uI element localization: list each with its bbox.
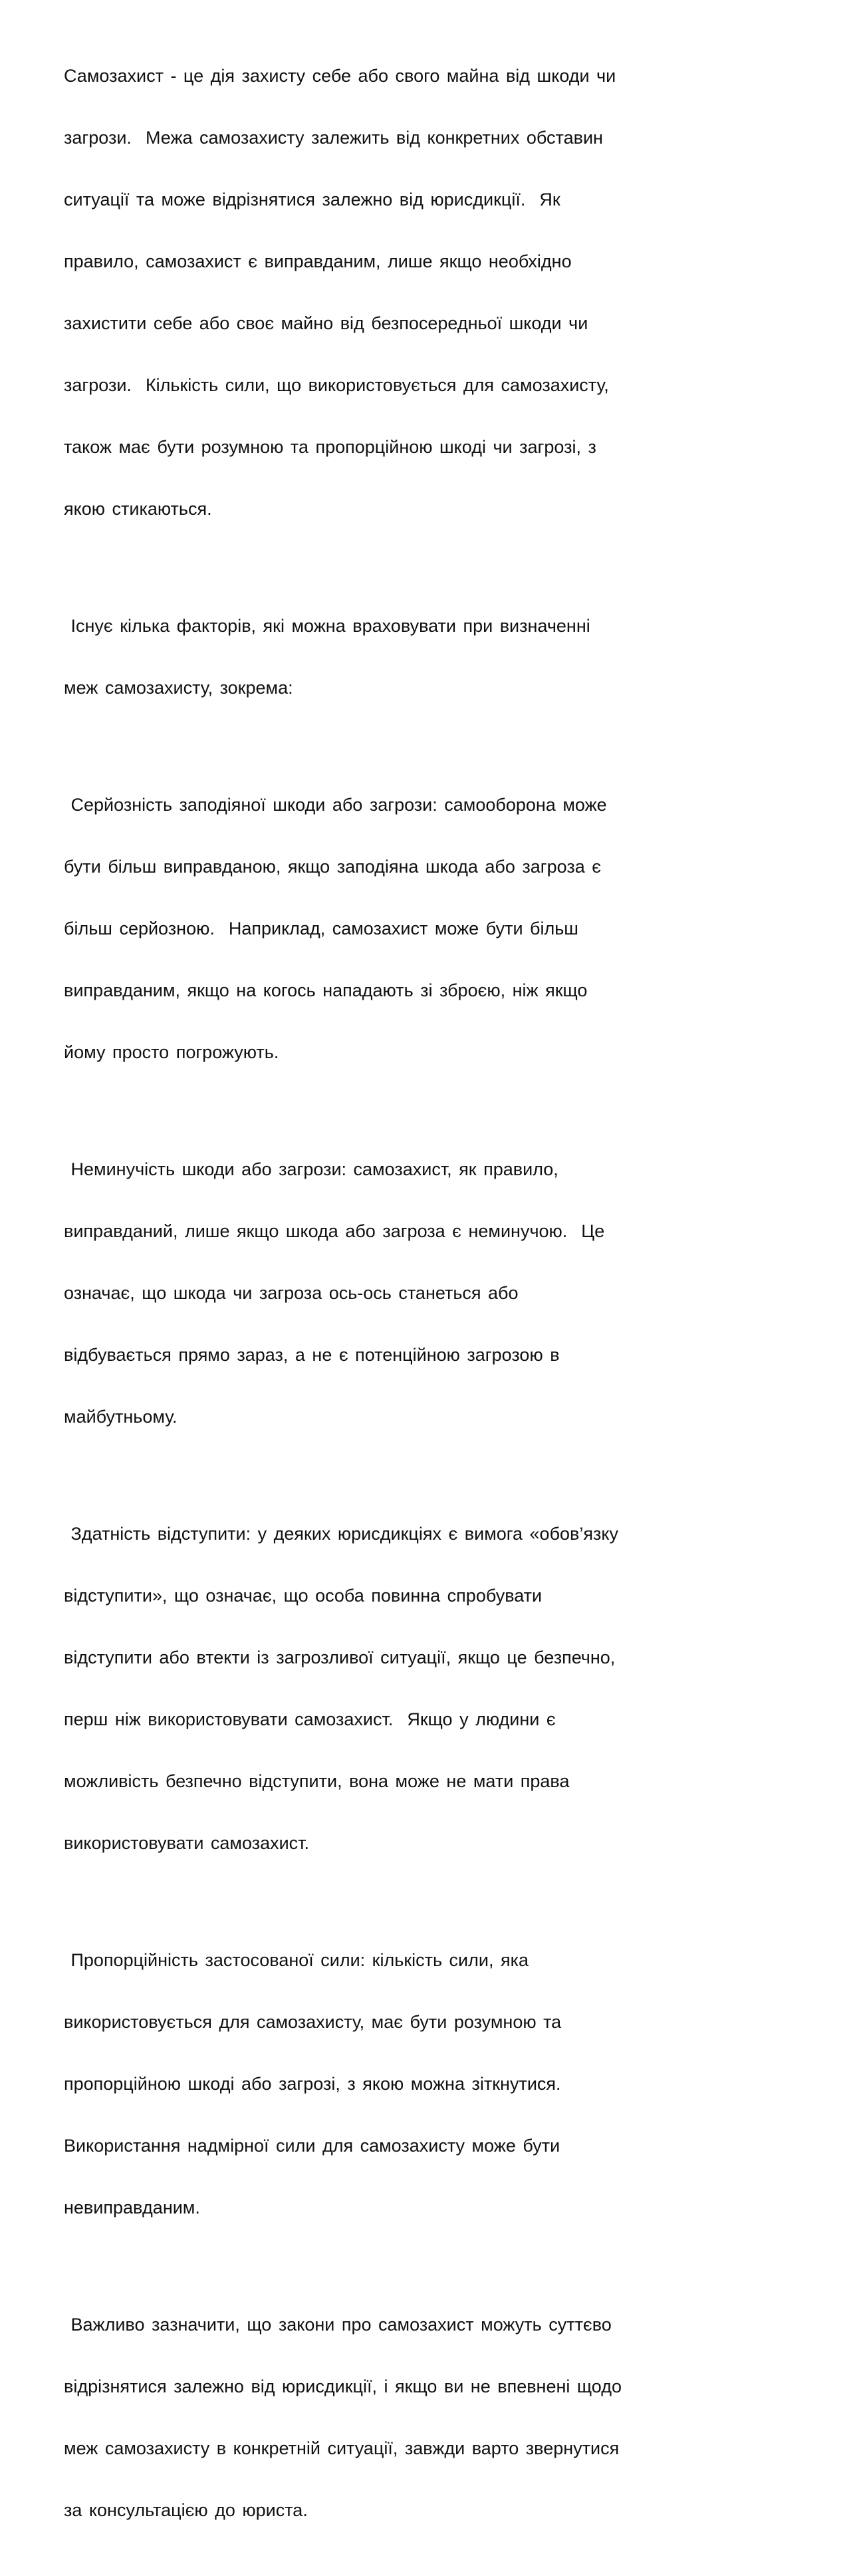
paragraph-imminence [64, 1118, 662, 1469]
paragraph-seriousness [64, 754, 662, 1104]
text-line: ситуації та може відрізнятися залежно від юрисдикції. Як [64, 190, 560, 210]
paragraph-proportionality [64, 1909, 662, 2259]
text-line: відступити», що означає, що особа повинна спробувати [64, 1586, 543, 1606]
text-line: відбувається прямо зараз, а не є потенційною загрозою в [64, 1345, 560, 1365]
text-line: перш ніж використовувати самозахист. Якщо у людини є [64, 1709, 556, 1729]
text-line: бути більш виправданою, якщо заподіяна шкода або загроза є [64, 857, 602, 877]
text-line: Пропорційність застосованої сили: кількість сили, яка [64, 1950, 529, 1970]
text-line: виправданим, якщо на когось нападають зі зброєю, ніж якщо [64, 980, 588, 1000]
text-line: пропорційною шкоді або загрозі, з якою можна зіткнутися. [64, 2074, 561, 2094]
text-line: Самозахист - це дія захисту себе або свого майна від шкоди чи [64, 66, 616, 86]
paragraph-definition [64, 25, 662, 561]
text-line: майбутньому. [64, 1407, 178, 1427]
document-body [64, 25, 662, 2576]
text-line: також має бути розумною та пропорційною шкоді чи загрозі, з [64, 437, 596, 457]
text-line: невиправданим. [64, 2198, 200, 2218]
text-line: Існує кілька факторів, які можна враховувати при визначенні [64, 616, 590, 636]
text-line: загрози. Межа самозахисту залежить від конкретних обставин [64, 128, 603, 148]
text-line: використовується для самозахисту, має бути розумною та [64, 2012, 562, 2032]
text-line: за консультацією до юриста. [64, 2500, 308, 2520]
text-line: правило, самозахист є виправданим, лише якщо необхідно [64, 251, 572, 271]
paragraph-retreat [64, 1483, 662, 1895]
text-line: меж самозахисту в конкретній ситуації, завжди варто звернутися [64, 2438, 620, 2458]
text-line: виправданий, лише якщо шкода або загроза є неминучою. Це [64, 1221, 605, 1241]
text-line: загрози. Кількість сили, що використовується для самозахисту, [64, 375, 609, 395]
text-line: використовувати самозахист. [64, 1833, 310, 1853]
text-line: якою стикаються. [64, 499, 212, 519]
text-line: захистити себе або своє майно від безпосередньої шкоди чи [64, 313, 588, 333]
text-line: Серйозність заподіяної шкоди або загрози: самооборона може [64, 795, 607, 815]
text-line: означає, що шкода чи загроза ось-ось станеться або [64, 1283, 519, 1303]
text-line: можливість безпечно відступити, вона може не мати права [64, 1771, 570, 1791]
text-line: більш серйозною. Наприклад, самозахист може бути більш [64, 919, 578, 938]
paragraph-factors-intro [64, 575, 662, 740]
text-line: Використання надмірної сили для самозахисту може бути [64, 2136, 560, 2156]
text-line: відрізнятися залежно від юрисдикції, і якщо ви не впевнені щодо [64, 2376, 622, 2396]
text-line: меж самозахисту, зокрема: [64, 678, 293, 698]
text-line: Важливо зазначити, що закони про самозахист можуть суттєво [64, 2315, 612, 2335]
paragraph-conclusion [64, 2273, 662, 2562]
text-line: Неминучість шкоди або загрози: самозахист, як правило, [64, 1159, 558, 1179]
text-line: йому просто погрожують. [64, 1042, 279, 1062]
text-line: відступити або втекти із загрозливої ситуації, якщо це безпечно, [64, 1647, 616, 1667]
text-line: Здатність відступити: у деяких юрисдикціях є вимога «обов’язку [64, 1524, 619, 1544]
